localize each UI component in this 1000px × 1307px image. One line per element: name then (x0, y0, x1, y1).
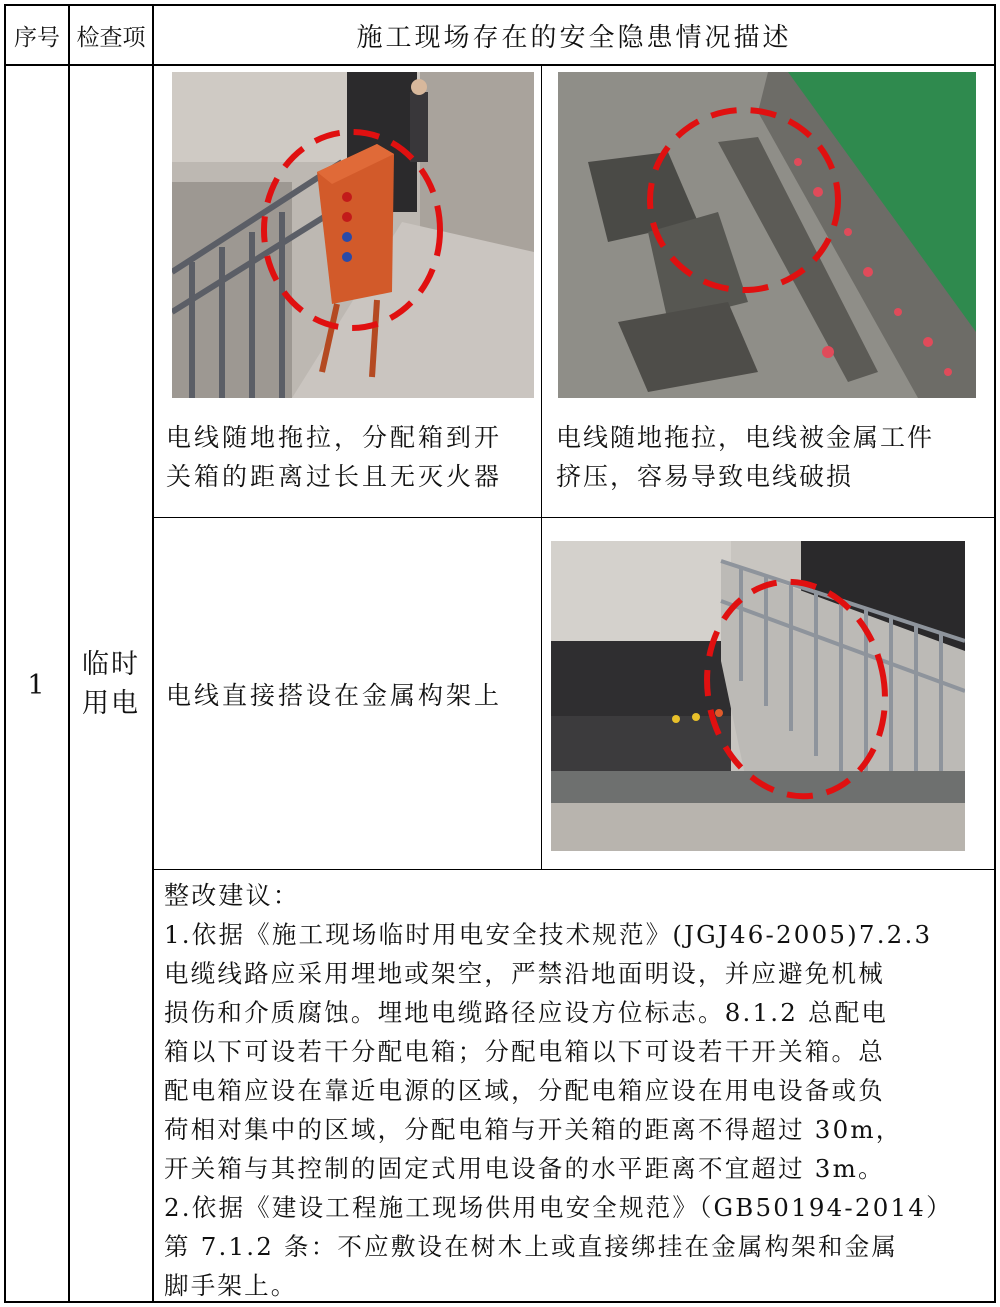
finding-1-caption-line2: 关箱的距离过长且无灭火器 (166, 462, 503, 491)
finding-2-caption-line1: 电线随地拖拉，电线被金属工件 (556, 423, 935, 452)
row-divider-2 (153, 869, 996, 870)
finding-2-caption-line2: 挤压，容易导致电线破损 (556, 462, 854, 491)
row-divider-1 (153, 517, 996, 518)
header-description: 施工现场存在的安全隐患情况描述 (356, 22, 792, 53)
finding-3-caption: 电线直接搭设在金属构架上 (166, 681, 503, 710)
finding-1-caption-line1: 电线随地拖拉，分配箱到开 (166, 423, 503, 452)
finding-1-caption (166, 418, 538, 496)
photo-cable-on-railing (551, 541, 965, 851)
col2-divider (152, 4, 154, 1303)
advice-line: 第 7.1.2 条：不应敷设在树木上或直接绑挂在金属构架和金属 (164, 1232, 899, 1261)
finding-2-caption (556, 418, 994, 496)
row-item (70, 645, 152, 723)
advice-line: 电缆线路应采用埋地或架空，严禁沿地面明设，并应避免机械 (164, 959, 885, 988)
photo-cable-on-floor (558, 72, 976, 398)
header-index: 序号 (14, 24, 60, 51)
header-item: 检查项 (76, 24, 146, 51)
advice-line: 1.依据《施工现场临时用电安全技术规范》(JGJ46-2005)7.2.3 (164, 920, 933, 949)
row-item-line1: 临时 (82, 649, 140, 680)
advice-title: 整改建议： (164, 881, 301, 910)
advice-line: 开关箱与其控制的固定式用电设备的水平距离不宜超过 3m。 (164, 1154, 885, 1183)
photo-mid-divider-bottom (541, 518, 542, 870)
row-item-line2: 用电 (82, 688, 140, 719)
advice-line: 脚手架上。 (164, 1271, 298, 1300)
rectification-advice (164, 876, 990, 1305)
advice-line: 2.依据《建设工程施工现场供用电安全规范》（GB50194-2014） (164, 1193, 953, 1222)
row-index: 1 (27, 669, 47, 701)
advice-line: 配电箱应设在靠近电源的区域，分配电箱应设在用电设备或负 (164, 1076, 885, 1105)
advice-line: 荷相对集中的区域，分配电箱与开关箱的距离不得超过 30m， (164, 1115, 903, 1144)
photo-distribution-box (172, 72, 534, 398)
photo-mid-divider-top (541, 66, 542, 518)
advice-line: 箱以下可设若干分配电箱；分配电箱以下可设若干开关箱。总 (164, 1037, 885, 1066)
advice-line: 损伤和介质腐蚀。埋地电缆路径应设方位标志。8.1.2 总配电 (164, 998, 889, 1027)
